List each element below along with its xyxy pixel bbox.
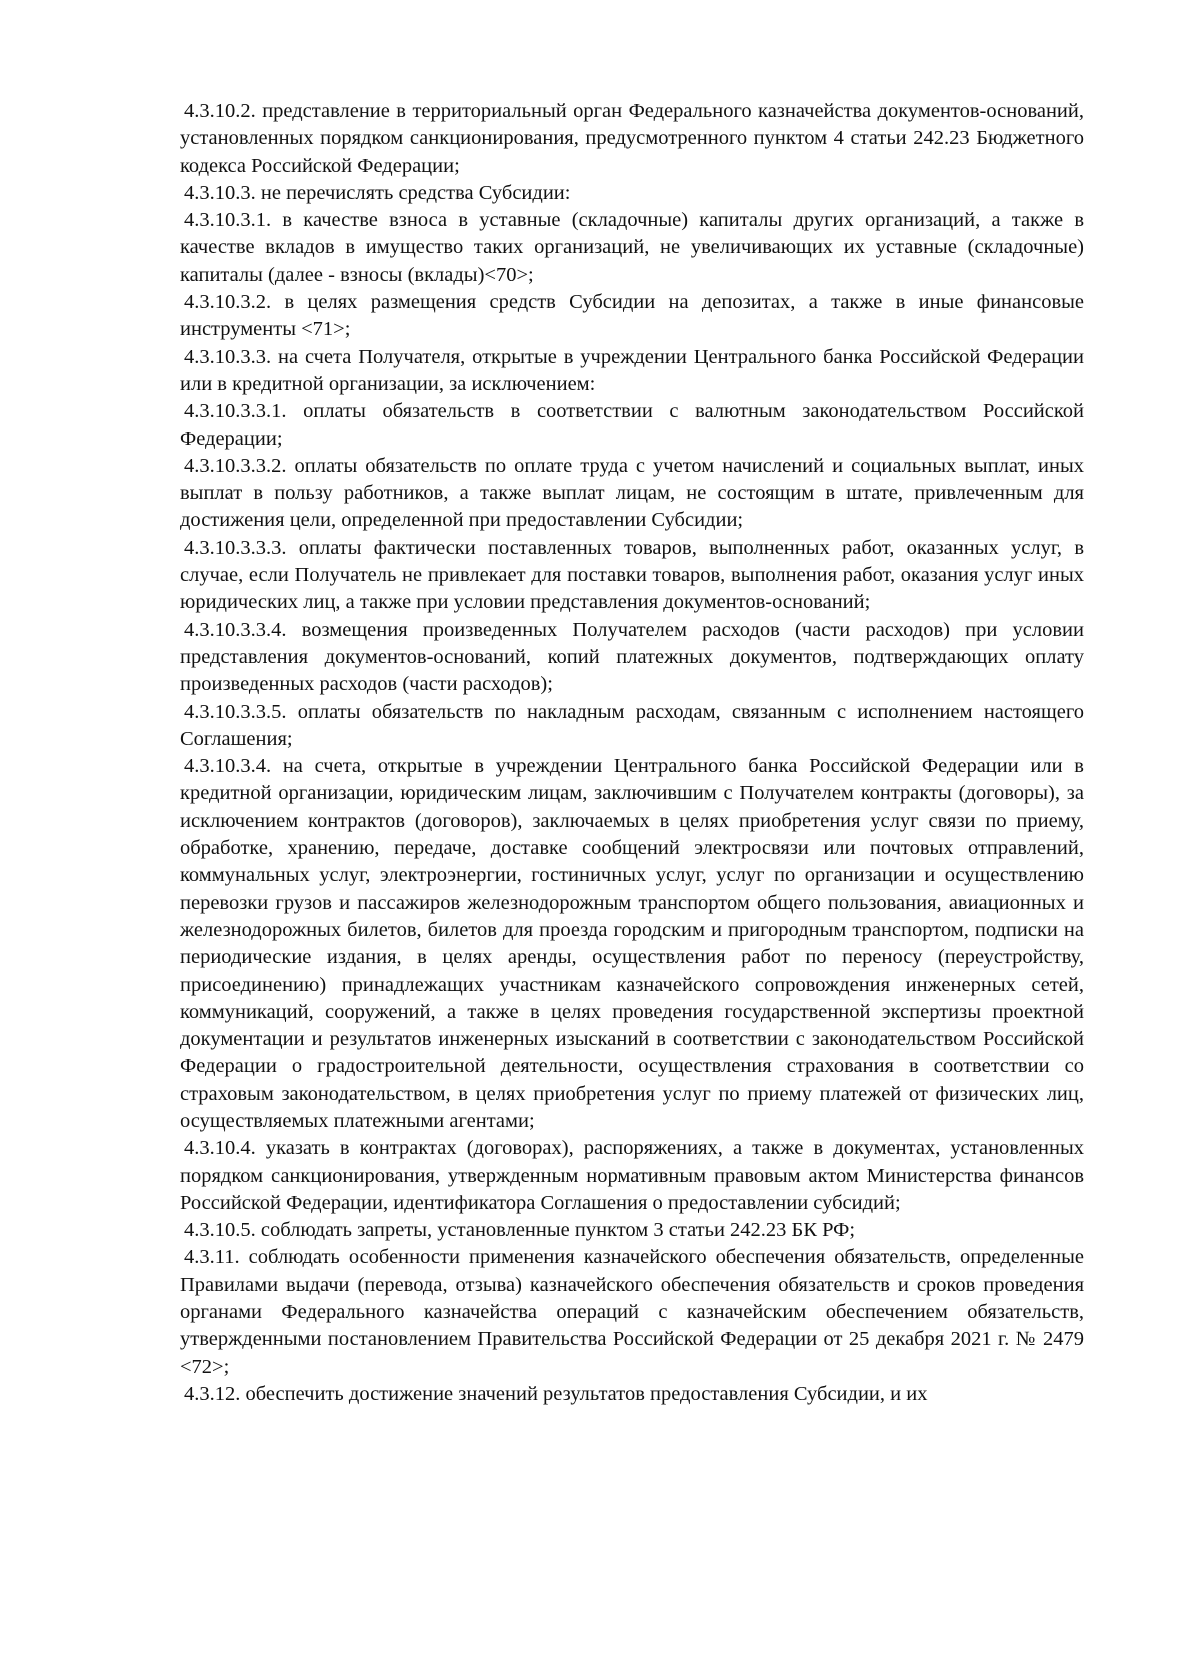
paragraph-4-3-10-3-4: 4.3.10.3.4. на счета, открытые в учреждении Центрального банка Российской Федерации или в кредитной организации, юридическим лицам, заключившим с Получателем контракты (договоры), за исключением контрактов (договоров), заключаемых в целях приобретения услуг связи по приему, обработке, хранению, передаче, доставке сообщений электросвязи или почтовых отправлений, коммунальных услуг, электроэнергии, гостиничных услуг, услуг по организации и осуществлению перевозки грузов и пассажиров железнодорожным транспортом общего пользования, авиационных и железнодорожных билетов, билетов для проезда городским и пригородным транспортом, подписки на периодические издания, в целях аренды, осуществления работ по переносу (переустройству, присоединению) принадлежащих участникам казначейского сопровождения инженерных сетей, коммуникаций, сооружений, а также в целях проведения государственной экспертизы проектной документации и результатов инженерных изысканий в соответствии с законодательством Российской Федерации о градостроительной деятельности, осуществления страхования в соответствии со страховым законодательством, в целях приобретения услуг по приему платежей от физических лиц, осуществляемых платежными агентами;	[180, 755, 1084, 1132]
paragraph-4-3-10-3-3: 4.3.10.3.3. на счета Получателя, открытые в учреждении Центрального банка Российской Федерации или в кредитной организации, за исключением:	[180, 345, 1084, 395]
paragraph-4-3-10-4: 4.3.10.4. указать в контрактах (договорах), распоряжениях, а также в документах, установленных порядком санкционирования, утвержденным нормативным правовым актом Министерства финансов Российской Федерации, идентификатора Соглашения о предоставлении субсидий;	[180, 1137, 1084, 1214]
paragraph-4-3-10-3: 4.3.10.3. не перечислять средства Субсидии:	[184, 181, 571, 204]
paragraph-4-3-11: 4.3.11. соблюдать особенности применения казначейского обеспечения обязательств, определенные Правилами выдачи (перевода, отзыва) казначейского обеспечения обязательств и сроков проведения органами Федерального казначейства операций с казначейским обеспечением обязательств, утвержденными постановлением Правительства Российской Федерации от 25 декабря 2021 г. № 2479 <72>;	[180, 1246, 1084, 1378]
paragraph-4-3-10-3-3-1: 4.3.10.3.3.1. оплаты обязательств в соответствии с валютным законодательством Российской Федерации;	[180, 400, 1084, 450]
paragraph-4-3-10-3-1: 4.3.10.3.1. в качестве взноса в уставные (складочные) капиталы других организаций, а также в качестве вкладов в имущество таких организаций, не увеличивающих их уставные (складочные) капиталы (далее - взносы (вклады)<70>;	[180, 209, 1084, 286]
document-page	[180, 98, 1084, 1408]
paragraph-4-3-10-3-3-4: 4.3.10.3.3.4. возмещения произведенных Получателем расходов (части расходов) при условии представления документов-оснований, копий платежных документов, подтверждающих оплату произведенных расходов (части расходов);	[180, 618, 1084, 696]
paragraph-4-3-10-5: 4.3.10.5. соблюдать запреты, установленные пунктом 3 статьи 242.23 БК РФ;	[184, 1219, 856, 1242]
paragraph-4-3-10-2: 4.3.10.2. представление в территориальный орган Федерального казначейства документов-оснований, установленных порядком санкционирования, предусмотренного пунктом 4 статьи 242.23 Бюджетного кодекса Российской Федерации;	[180, 100, 1084, 177]
paragraph-4-3-10-3-2: 4.3.10.3.2. в целях размещения средств Субсидии на депозитах, а также в иные финансовые инструменты <71>;	[180, 291, 1084, 341]
paragraph-4-3-10-3-3-3: 4.3.10.3.3.3. оплаты фактически поставленных товаров, выполненных работ, оказанных услуг, в случае, если Получатель не привлекает для поставки товаров, выполнения работ, оказания услуг иных юридических лиц, а также при условии представления документов-оснований;	[180, 536, 1084, 614]
paragraph-4-3-10-3-3-2: 4.3.10.3.3.2. оплаты обязательств по оплате труда с учетом начислений и социальных выплат, иных выплат в пользу работников, а также выплат лицам, не состоящим в штате, привлеченным для достижения цели, определенной при предоставлении Субсидии;	[180, 454, 1084, 532]
paragraph-4-3-10-3-3-5: 4.3.10.3.3.5. оплаты обязательств по накладным расходам, связанным с исполнением настоящего Соглашения;	[180, 700, 1084, 750]
paragraph-4-3-12: 4.3.12. обеспечить достижение значений результатов предоставления Субсидии, и их	[184, 1382, 928, 1405]
